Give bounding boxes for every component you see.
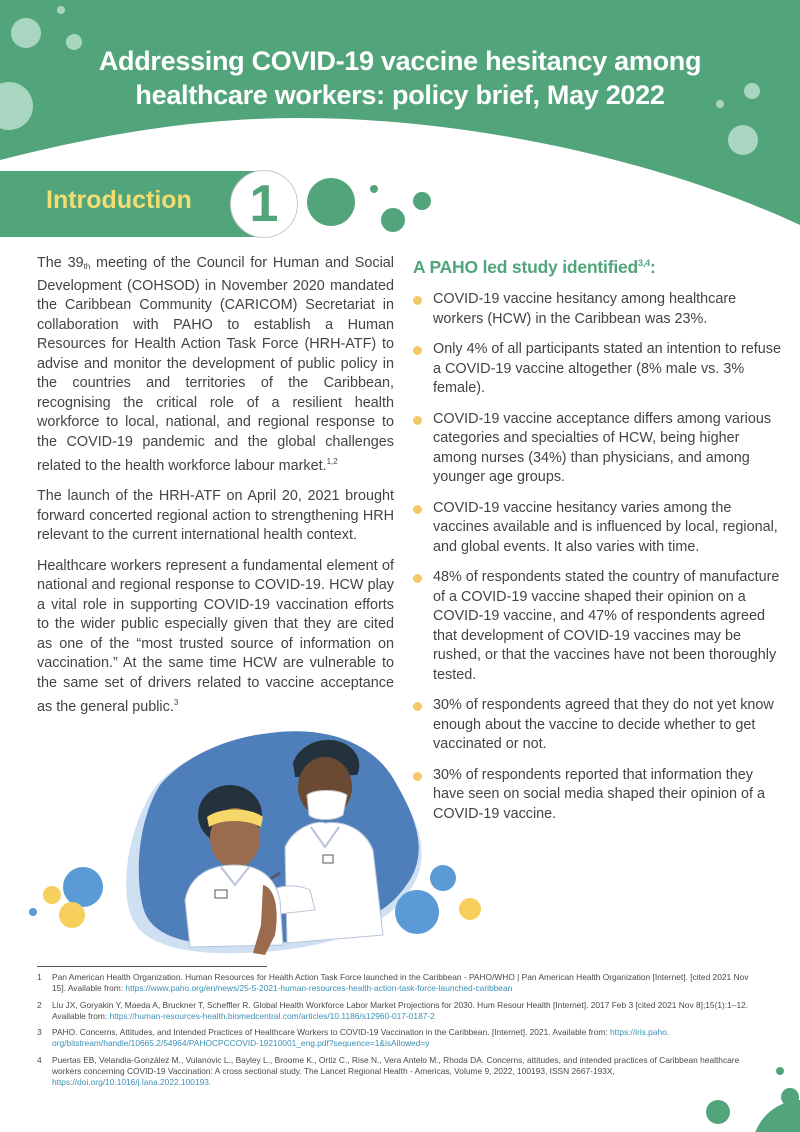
bubble — [11, 18, 41, 48]
intro-text — [37, 254, 394, 729]
decor-dot — [370, 185, 378, 193]
decor-dot — [459, 898, 481, 920]
section-number: 1 — [249, 175, 279, 233]
page-title-line-2: healthcare workers: policy brief, May 2022 — [135, 80, 665, 110]
decor-dot — [43, 886, 61, 904]
bullet-dot-icon — [413, 346, 422, 355]
finding-item: COVID-19 vaccine acceptance differs among various categories and specialties of HCW, being higher among nurses (34%) than physicians, and among younger age groups. — [413, 410, 783, 488]
footnote-item: 3 PAHO. Concerns, Attitudes, and Intended Practices of Healthcare Workers to COVID-19 Vaccination in the Caribbean. [Internet]. 2021. Available from: https://iris.paho. org/bitstream/handle/10665.2/54964/PAHOCPCCOVID-19210001_eng.pdf?sequence=1&isAllowed=y — [37, 1027, 670, 1049]
footnote-link[interactable]: https://doi.org/10.1016/j.lana.2022.100193. — [52, 1077, 212, 1088]
decor-dot — [395, 890, 439, 934]
section-dots — [300, 170, 440, 240]
corner-dots — [690, 1065, 800, 1132]
bubble — [728, 125, 758, 155]
decor-dot — [752, 1100, 800, 1132]
bullet-dot-icon — [413, 574, 422, 583]
footnotes — [37, 972, 757, 1094]
finding-item: 30% of respondents agreed that they do not yet know enough about the vaccine to decide whether to get vaccinated or not. — [413, 696, 783, 755]
finding-item: 30% of respondents reported that information they have seen on social media shaped their opinion of a COVID-19 vaccine. — [413, 766, 783, 825]
footnote-link[interactable]: https://iris.paho. org/bitstream/handle/10665.2/54964/PAHOCPCCOVID-19210001_eng.pdf?sequence=1&isAllowed=y — [52, 1027, 670, 1049]
bullet-dot-icon — [413, 416, 422, 425]
decor-dot — [776, 1067, 784, 1075]
finding-item: Only 4% of all participants stated an intention to refuse a COVID-19 vaccine altogether (8% male vs. 3% female). — [413, 340, 783, 399]
footnote-item: 4 Puertas EB, Velandia-González M., Vulanovic L., Bayley L., Broome K., Ortiz C., Rise N., Vera Antelo M., Rhoda DA. Concerns, attitudes, and intended practices of Caribbean healthcare workers concerning COVID-19 Vaccination: A cross sectional study. The Lancet Regional Health - Americas, Volume 9, 2022, 100193, ISSN 2667-193X, https://doi.org/10.1016/j.lana.2022.100193. — [37, 1054, 740, 1088]
decor-dot — [59, 902, 85, 928]
bullet-dot-icon — [413, 505, 422, 514]
study-heading: A PAHO led study identified$^{3,4}$: — [413, 257, 656, 277]
finding-item: 48% of respondents stated the country of manufacture of a COVID-19 vaccine shaped their opinion on a COVID-19 vaccine, and 47% of respondents agreed that development of COVID-19 vaccines may be rushed, or that the vaccines have not been thoroughly tested. — [413, 568, 783, 685]
footnote-link[interactable]: https://www.paho.org/en/news/25-5-2021-human-resources-health-action-task-force-launched-caribbean — [125, 983, 513, 994]
decor-dot — [63, 867, 103, 907]
decor-dot — [307, 178, 355, 226]
finding-item: COVID-19 vaccine hesitancy varies among the vaccines available and is influenced by local, regional, and global events. It also varies with time. — [413, 499, 783, 558]
footnote-item: 1 Pan American Health Organization. Human Resources for Health Action Task Force launched in the Caribbean - PAHO/WHO | Pan American Health Organization [Internet]. [cited 2021 Nov 15]. Available from: https://www.paho.org/en/news/25-5-2021-human-resources-health-action-task-force-launched-caribbean — [37, 972, 749, 994]
bullet-dot-icon — [413, 702, 422, 711]
bullet-dot-icon — [413, 296, 422, 305]
bubble — [57, 6, 65, 14]
page-title-line-1: Addressing COVID-19 vaccine hesitancy among — [98, 46, 702, 76]
section-title: Introduction — [46, 186, 192, 214]
footnote-link[interactable]: https://human-resources-health.biomedcentral.com/articles/10.1186/s12960-017-0187-2 — [109, 1010, 435, 1021]
decor-dot — [381, 208, 405, 232]
footnote-item: 2 Liu JX, Goryakin Y, Maeda A, Bruckner T, Scheffler R. Global Health Workforce Labor Market Projections for 2030. Hum Resour Health [Internet]. 2017 Feb 3 [cited 2021 Nov 8];15(1):1–12. Available from: https://human-resources-health.biomedcentral.com/articles/10.1186/s12960-017-0187-2 — [37, 999, 749, 1021]
intro-paragraph-2: The launch of the HRH-ATF on April 20, 2021 brought forward concerted regional action to strengthening HRH relevant to the current international health context. — [37, 488, 394, 544]
decor-dot — [430, 865, 456, 891]
intro-paragraph-1: The $39_{th}$ meeting of the Council for Human and Social Development (COHSOD) in November 2020 mandated the Caribbean Community (CARICOM) Secretariat in collaboration with PAHO to establish a Human Resources for Health Action Task Force (HRH-ATF) to advise and monitor the development of public policy in the countries and territories of the Caribbean, recognising the critical role of a resilient health workforce to local, national, and regional response to the COVID-19 pandemic and the global challenges related to the health workforce labour market.$^{1,2}$ — [37, 255, 394, 474]
footnote-divider — [37, 966, 267, 967]
decor-dot — [706, 1100, 730, 1124]
page-title — [60, 44, 740, 112]
bubble — [744, 83, 760, 99]
finding-item: COVID-19 vaccine hesitancy among healthcare workers (HCW) in the Caribbean was 23%. — [413, 290, 783, 329]
vaccination-illustration — [25, 715, 505, 960]
intro-paragraph-3: Healthcare workers represent a fundamental element of national and regional response to COVID-19. HCW play a vital role in supporting COVID-19 vaccination efforts to the wider public especially given that they are cited as one of the “most trusted source of information on vaccination.” At the same time HCW are vulnerable to the same set of drivers related to vaccine acceptance as the general public.$^3$ — [37, 557, 394, 716]
decor-dot — [413, 192, 431, 210]
decor-dot — [29, 908, 37, 916]
